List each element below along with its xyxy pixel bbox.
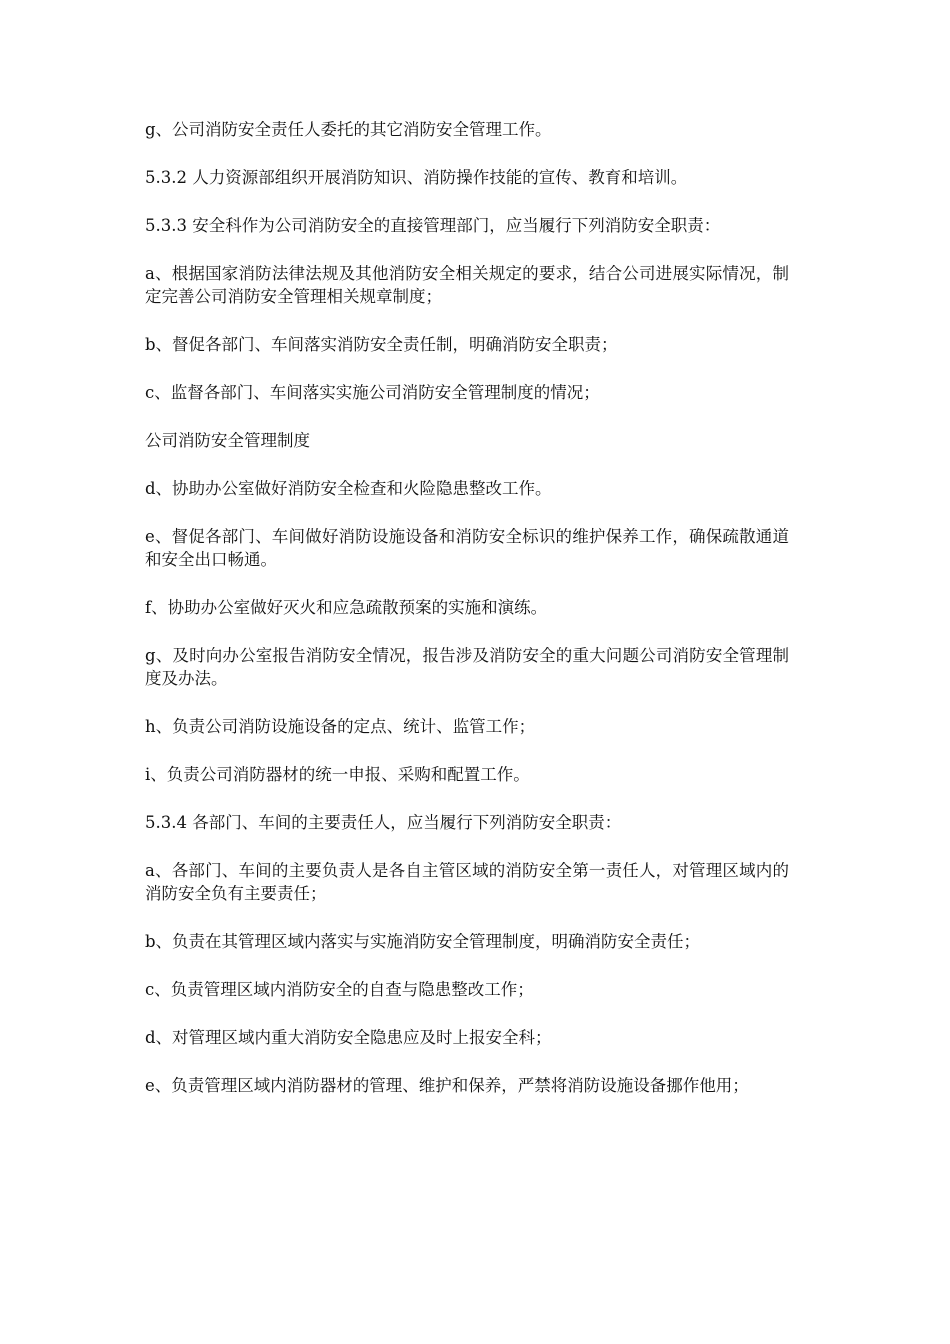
paragraph-5-3-2: 5.3.2 人力资源部组织开展消防知识、消防操作技能的宣传、教育和培训。 (145, 168, 688, 187)
paragraph-5-3-4-d: d、对管理区域内重大消防安全隐患应及时上报安全科； (145, 1028, 552, 1047)
paragraph-5-3-3-i: i、负责公司消防器材的统一申报、采购和配置工作。 (145, 765, 530, 784)
paragraph-5-3-3-b: b、督促各部门、车间落实消防安全责任制，明确消防安全职责； (145, 335, 618, 354)
paragraph-g-delegated-work: g、公司消防安全责任人委托的其它消防安全管理工作。 (145, 120, 552, 139)
paragraph-5-3-3-f: f、协助办公室做好灭火和应急疏散预案的实施和演练。 (145, 598, 548, 617)
paragraph-5-3-4-e: e、负责管理区域内消防器材的管理、维护和保养，严禁将消防设施设备挪作他用； (145, 1076, 749, 1095)
section-heading: 公司消防安全管理制度 (145, 431, 310, 450)
paragraph-5-3-3-c: c、监督各部门、车间落实实施公司消防安全管理制度的情况； (145, 383, 600, 402)
paragraph-5-3-3-g: g、及时向办公室报告消防安全情况，报告涉及消防安全的重大问题公司消防安全管理制度及办法。 (145, 646, 789, 688)
paragraph-5-3-3: 5.3.3 安全科作为公司消防安全的直接管理部门，应当履行下列消防安全职责： (145, 216, 721, 235)
paragraph-5-3-4: 5.3.4 各部门、车间的主要责任人，应当履行下列消防安全职责： (145, 813, 622, 832)
paragraph-5-3-4-c: c、负责管理区域内消防安全的自查与隐患整改工作； (145, 980, 534, 999)
paragraph-5-3-3-a: a、根据国家消防法律法规及其他消防安全相关规定的要求，结合公司进展实际情况，制定完善公司消防安全管理相关规章制度； (145, 264, 789, 306)
paragraph-5-3-4-b: b、负责在其管理区域内落实与实施消防安全管理制度，明确消防安全责任； (145, 932, 701, 951)
paragraph-5-3-4-a: a、各部门、车间的主要负责人是各自主管区域的消防安全第一责任人，对管理区域内的消防安全负有主要责任； (145, 861, 789, 903)
paragraph-5-3-3-e: e、督促各部门、车间做好消防设施设备和消防安全标识的维护保养工作，确保疏散通道和安全出口畅通。 (145, 527, 789, 569)
document-body (145, 118, 789, 1122)
paragraph-5-3-3-h: h、负责公司消防设施设备的定点、统计、监管工作； (145, 717, 536, 736)
paragraph-5-3-3-d: d、协助办公室做好消防安全检查和火险隐患整改工作。 (145, 479, 552, 498)
